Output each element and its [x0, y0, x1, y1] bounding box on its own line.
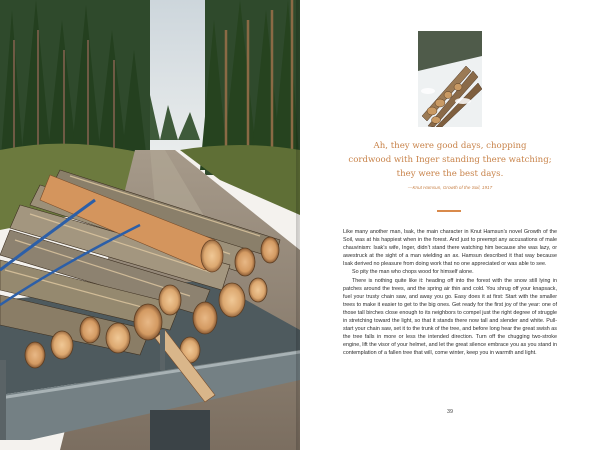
body-text	[343, 228, 557, 358]
snowy-logs-photo	[418, 31, 482, 127]
epigraph-quote: Ah, they were good days, chopping cordwood with Inger standing there watching; they were the best days.	[348, 141, 552, 179]
section-divider	[437, 210, 461, 212]
paragraph: There is nothing quite like it: heading off into the forest with the snow still lying in patches around the trees, and the spring air thin and cold. You shrug off your knapsack, fuel your trusty chain saw, and away you go. Easy does it at first: Start with the smaller trees to make it easier to get to the big ones. Get ready for the first joy of the year: one of those tall birches close enough to its neighbors to compel just the right degree of struggle in stretching toward the light, so that it stands there now tall and slender and white. Pull-start your chain saw, set it to the trunk of the tree, and before long hear the great swish as the tree falls in more or less the intended direction. Turn off the chugging two-stroke engine, lift the visor of your helmet, and let the great silence embrace you as you stand in contemplation of a fallen tree that will, come winter, keep you in warmth and light.	[343, 277, 557, 357]
snowy-logs-photo-art	[418, 31, 482, 127]
page-number: 39	[447, 409, 453, 415]
paragraph: So pity the man who chops wood for himself alone.	[352, 269, 474, 276]
text-page	[300, 0, 600, 450]
epigraph-attribution: —Knut Hamsun, Growth of the Soil, 1917	[407, 185, 493, 190]
paragraph: Like many another man, Isak, the main character in Knut Hamsun’s novel Growth of the Soil, was at his happiest when in the forest. And just to preempt any accusations of male chauvinism: Isak’s wife, Inger, didn’t stand there watching him because she was lazy, or awestruck at the sight of a man wielding an ax. Hamsun described it that way because Isak derived no pleasure from doing work that no one appreciated or was able to see.	[343, 229, 557, 268]
